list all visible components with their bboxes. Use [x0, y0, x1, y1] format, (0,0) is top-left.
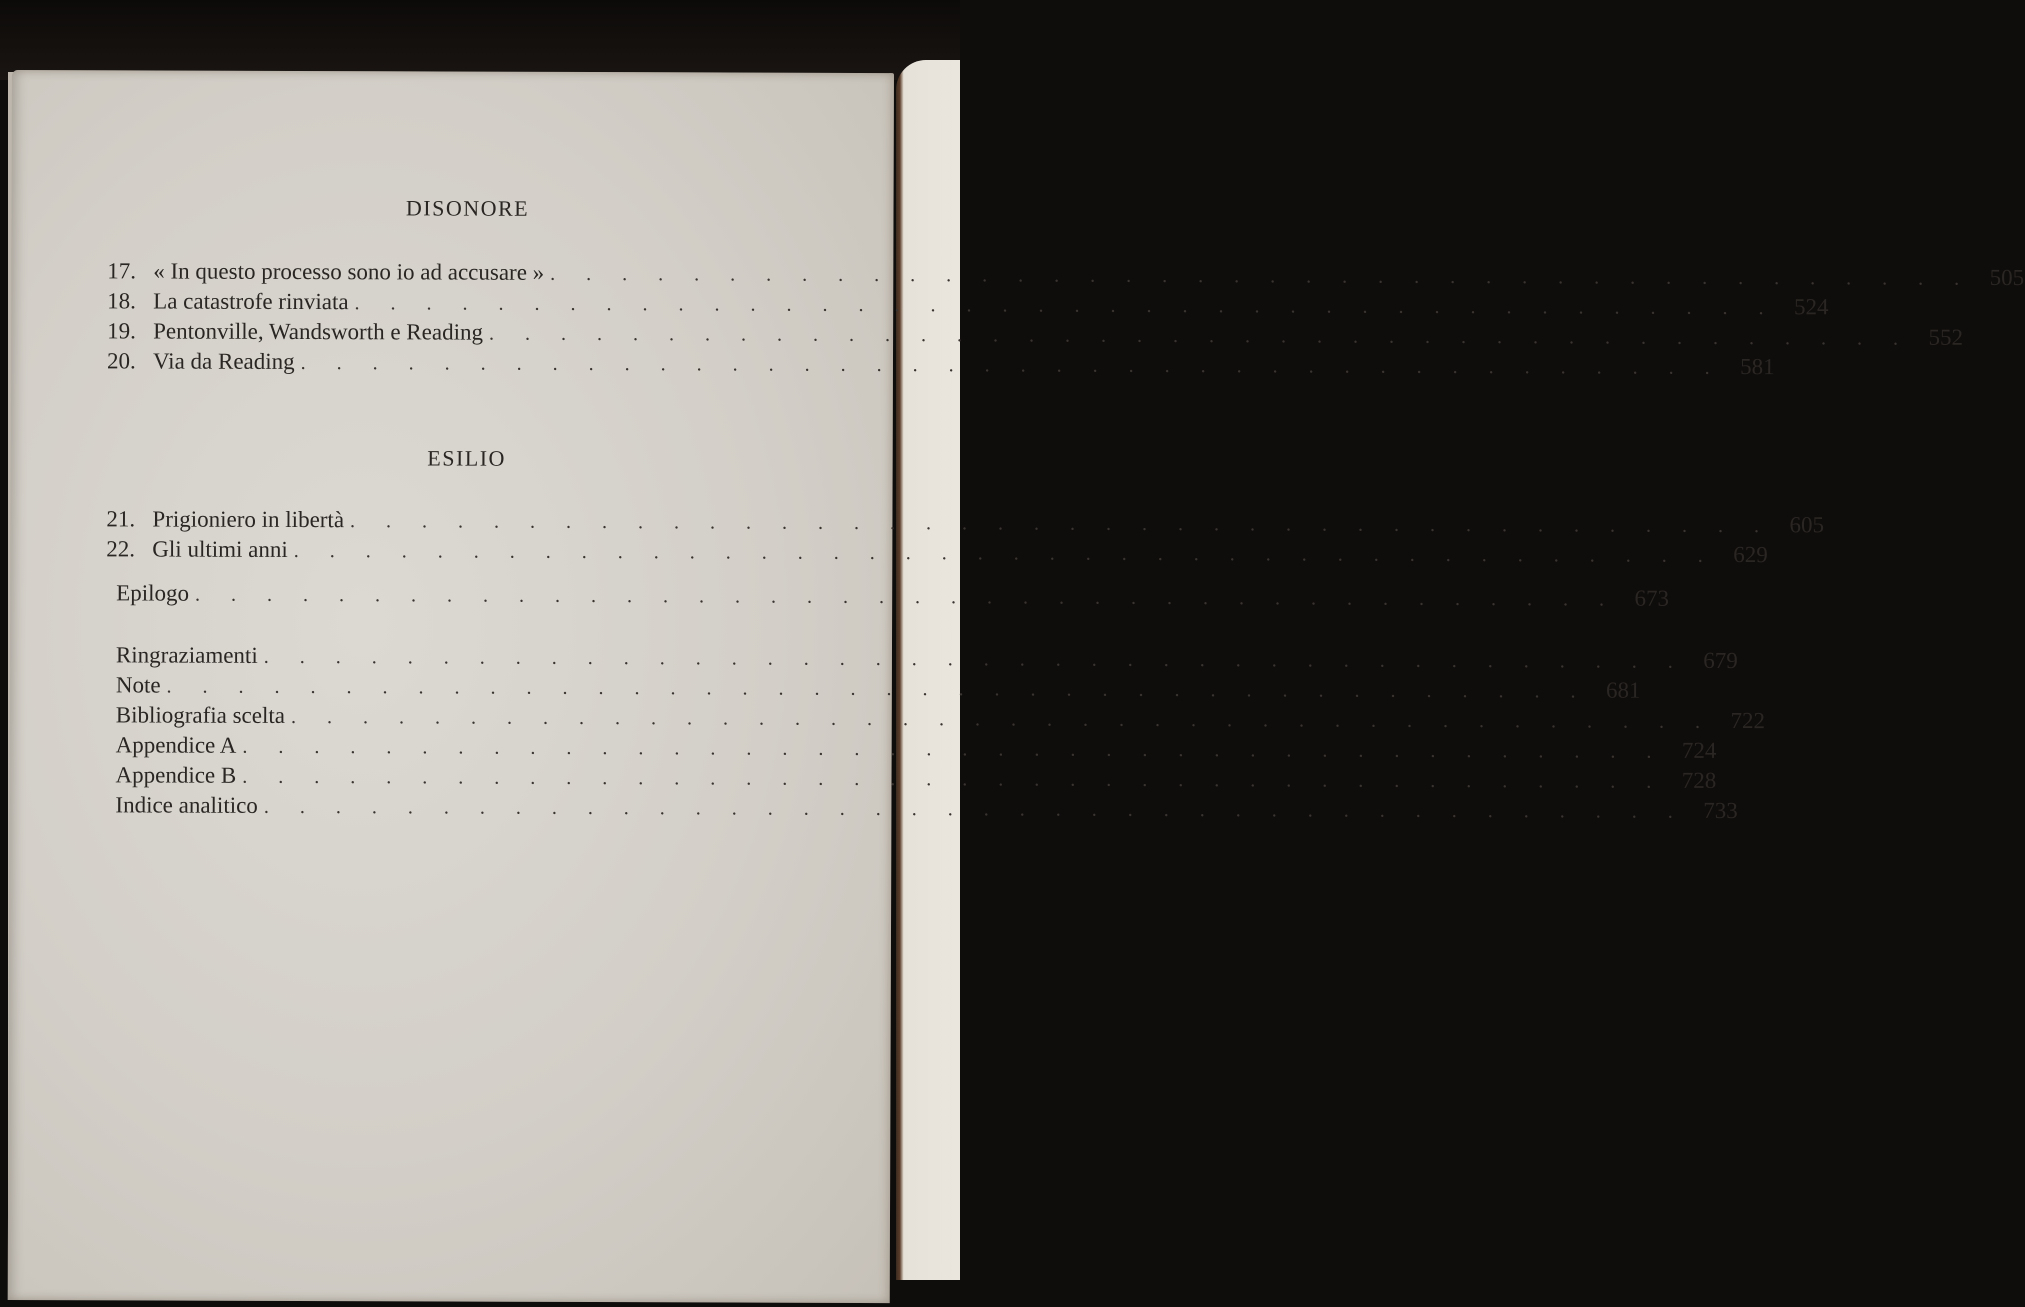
- toc-entry-appendice-a: [115, 732, 1717, 764]
- toc-entry-22: [106, 536, 1768, 568]
- toc-entry-19: [107, 318, 1964, 350]
- chapter-title: Prigioniero in libertà: [152, 506, 345, 533]
- entry-title: Bibliografia scelta: [115, 702, 286, 728]
- dot-leader: . . . . . . . . . . . . . . . . . . . . . . . . . . . . . . . . . . . . . . . .: [194, 583, 1618, 611]
- dot-leader: . . . . . . . . . . . . . . . . . . . . . . . . . . . . . . . . . . . . . . . .: [242, 765, 1665, 793]
- dot-leader: . . . . . . . . . . . . . . . . . . . . . . . . . . . . . . . . . . . . . . . .: [550, 262, 1973, 290]
- page-number: 673: [1634, 585, 1670, 611]
- page-number: 629: [1733, 542, 1768, 568]
- chapter-number: 18.: [107, 288, 136, 314]
- entry-title: Note: [115, 672, 161, 698]
- entry-title: Appendice A: [115, 732, 237, 758]
- toc-entry-epilogo: [116, 580, 1670, 612]
- entry-title: Epilogo: [116, 580, 190, 606]
- page-number: 728: [1681, 767, 1717, 793]
- section-title-disonore: DISONORE: [405, 195, 530, 221]
- page-number: 524: [1794, 294, 1829, 320]
- page-number: 505: [1989, 264, 2025, 291]
- chapter-number: 19.: [107, 318, 136, 344]
- toc-entry-ringraziamenti: [115, 642, 1738, 674]
- chapter-number: 17.: [107, 258, 137, 284]
- dot-leader: . . . . . . . . . . . . . . . . . . . . . . . . . . . . . . . . . . . . . . . .: [488, 322, 1912, 350]
- chapter-title: « In questo processo sono io ad accusare »: [153, 258, 545, 285]
- toc-entry-note: [115, 672, 1641, 704]
- page-number: 605: [1789, 512, 1825, 538]
- book-page: [8, 70, 2025, 1303]
- chapter-number: 22.: [106, 536, 136, 562]
- toc-entry-20: [106, 348, 1775, 380]
- page-number: 724: [1681, 737, 1717, 763]
- page-number: 581: [1740, 354, 1775, 380]
- toc-entry-18: [107, 288, 1829, 320]
- chapter-title: La catastrofe rinviata: [153, 288, 349, 315]
- toc-entry-indice-analitico: [115, 792, 1738, 824]
- dot-leader: . . . . . . . . . . . . . . . . . . . . . . . . . . . . . . . . . . . . . . . .: [263, 645, 1686, 673]
- chapter-number: 20.: [106, 348, 136, 374]
- toc-entry-appendice-b: [115, 762, 1717, 794]
- dot-leader: . . . . . . . . . . . . . . . . . . . . . . . . . . . . . . . . . . . . . . . .: [350, 510, 1773, 538]
- dot-leader: . . . . . . . . . . . . . . . . . . . . . . . . . . . . . . . . . . . . . . . .: [293, 539, 1716, 567]
- page-number: 722: [1730, 708, 1766, 734]
- chapter-title: Pentonville, Wandsworth e Reading: [153, 318, 484, 345]
- dot-leader: . . . . . . . . . . . . . . . . . . . . . . . . . . . . . . . . . . . . . . . .: [354, 292, 1777, 320]
- dot-leader: . . . . . . . . . . . . . . . . . . . . . . . . . . . . . . . . . . . . . . . .: [263, 795, 1686, 823]
- toc-entry-bibliografia: [115, 702, 1766, 734]
- toc-entry-17: [107, 258, 2025, 291]
- dot-leader: . . . . . . . . . . . . . . . . . . . . . . . . . . . . . . . . . . . . . . . .: [300, 352, 1723, 379]
- page-number: 679: [1703, 647, 1738, 674]
- entry-title: Indice analitico: [115, 792, 258, 818]
- toc-entry-21: [106, 506, 1825, 538]
- background-dark-top: [0, 0, 960, 80]
- table-of-contents: [8, 70, 2025, 1303]
- dot-leader: . . . . . . . . . . . . . . . . . . . . . . . . . . . . . . . . . . . . . . . .: [166, 675, 1589, 703]
- chapter-title: Gli ultimi anni: [152, 536, 288, 562]
- chapter-title: Via da Reading: [152, 348, 295, 374]
- chapter-number: 21.: [106, 506, 136, 532]
- dot-leader: . . . . . . . . . . . . . . . . . . . . . . . . . . . . . . . . . . . . . . . .: [242, 735, 1665, 763]
- page-number: 552: [1928, 324, 1964, 350]
- entry-title: Ringraziamenti: [115, 642, 258, 668]
- page-number: 681: [1606, 677, 1641, 703]
- entry-title: Appendice B: [115, 762, 237, 788]
- section-title-esilio: ESILIO: [427, 445, 507, 471]
- page-number: 733: [1703, 797, 1738, 824]
- dot-leader: . . . . . . . . . . . . . . . . . . . . . . . . . . . . . . . . . . . . . . . .: [290, 705, 1714, 733]
